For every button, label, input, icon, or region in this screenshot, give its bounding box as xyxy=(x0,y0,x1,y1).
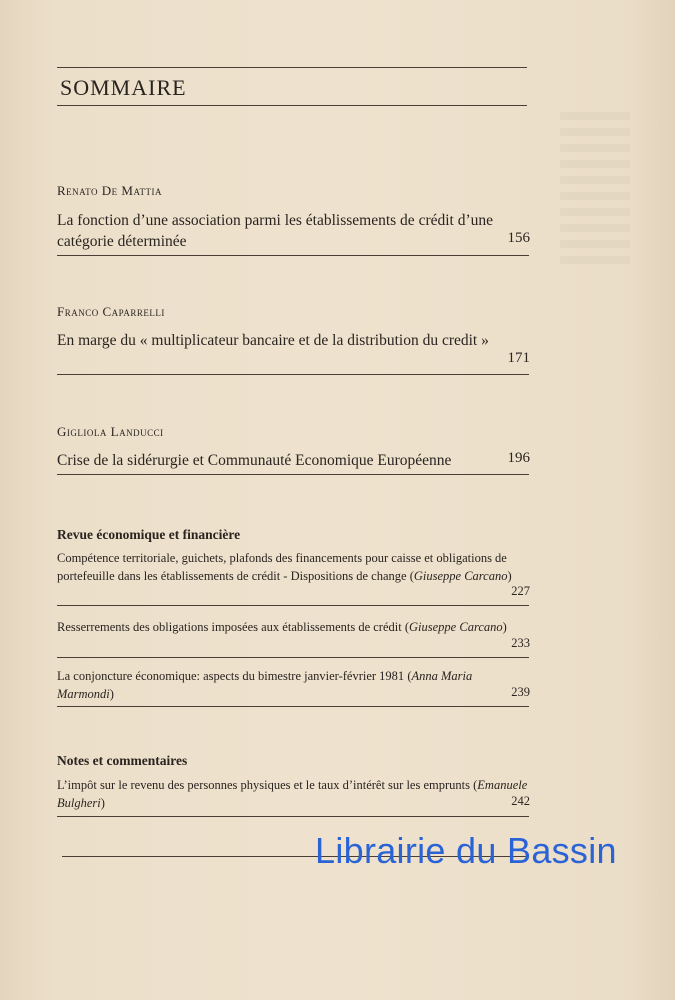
article-page: 156 xyxy=(507,230,530,246)
article-rule xyxy=(57,474,529,475)
article-author: Renato De Mattia xyxy=(57,183,162,198)
notes-item: L’impôt sur le revenu des personnes physiques et le taux d’intérêt sur les emprunts (Emanuele Bulgheri) xyxy=(57,778,528,810)
revue-item-author: Giuseppe Carcano xyxy=(413,568,508,583)
item-rule xyxy=(57,816,529,817)
seller-watermark: Librairie du Bassin xyxy=(315,830,617,871)
revue-item-text: La conjoncture économique: aspects du bimestre janvier-février 1981 xyxy=(57,669,405,683)
revue-item-page: 227 xyxy=(511,584,530,598)
revue-item-page: 233 xyxy=(511,636,530,650)
notes-item-text: L’impôt sur le revenu des personnes physiques et le taux d’intérêt sur les emprunts xyxy=(57,778,470,792)
revue-item: Resserrements des obligations imposées aux établissements de crédit (Giuseppe Carcano) xyxy=(57,620,507,634)
revue-item-page: 239 xyxy=(511,685,530,699)
article-rule xyxy=(57,255,529,256)
revue-item-text: Resserrements des obligations imposées aux établissements de crédit xyxy=(57,620,402,634)
top-rule xyxy=(57,67,527,68)
revue-item: Compétence territoriale, guichets, plafonds des financements pour caisse et obligations de portefeuille dans les établissements de crédit - Dispositions de change (Giuseppe Carcano) xyxy=(57,551,512,583)
article-author: Franco Caparrelli xyxy=(57,304,165,319)
revue-item-author: Giuseppe Carcano xyxy=(409,620,503,634)
article-rule xyxy=(57,374,529,375)
article-page: 171 xyxy=(507,350,530,366)
show-through xyxy=(560,112,630,272)
article-author: Gigliola Landucci xyxy=(57,424,164,439)
article-title: En marge du « multiplicateur bancaire et de la distribution du credit » xyxy=(57,332,489,349)
article-title: La fonction d’une association parmi les établissements de crédit d’une catégorie déterminée xyxy=(57,212,494,250)
section-heading-revue: Revue économique et financière xyxy=(57,527,241,542)
page-title: SOMMAIRE xyxy=(60,75,187,100)
heading-rule xyxy=(57,105,527,106)
revue-item: La conjoncture économique: aspects du bimestre janvier-février 1981 (Anna Maria Marmondi) xyxy=(57,669,473,701)
revue-item-text: Compétence territoriale, guichets, plafonds des financements pour caisse et obligations de portefeuille dans les établissements de crédit - Dispositions de change xyxy=(57,551,507,583)
item-rule xyxy=(57,605,529,606)
article-page: 196 xyxy=(507,450,530,466)
article-title: Crise de la sidérurgie et Communauté Economique Européenne xyxy=(57,452,452,469)
section-heading-notes: Notes et commentaires xyxy=(57,753,188,768)
notes-item-page: 242 xyxy=(511,794,530,808)
item-rule xyxy=(57,657,529,658)
item-rule xyxy=(57,706,529,707)
notes-item-author: Emanuele Bulgheri xyxy=(57,778,528,810)
revue-item-author: Anna Maria Marmondi xyxy=(57,669,473,701)
